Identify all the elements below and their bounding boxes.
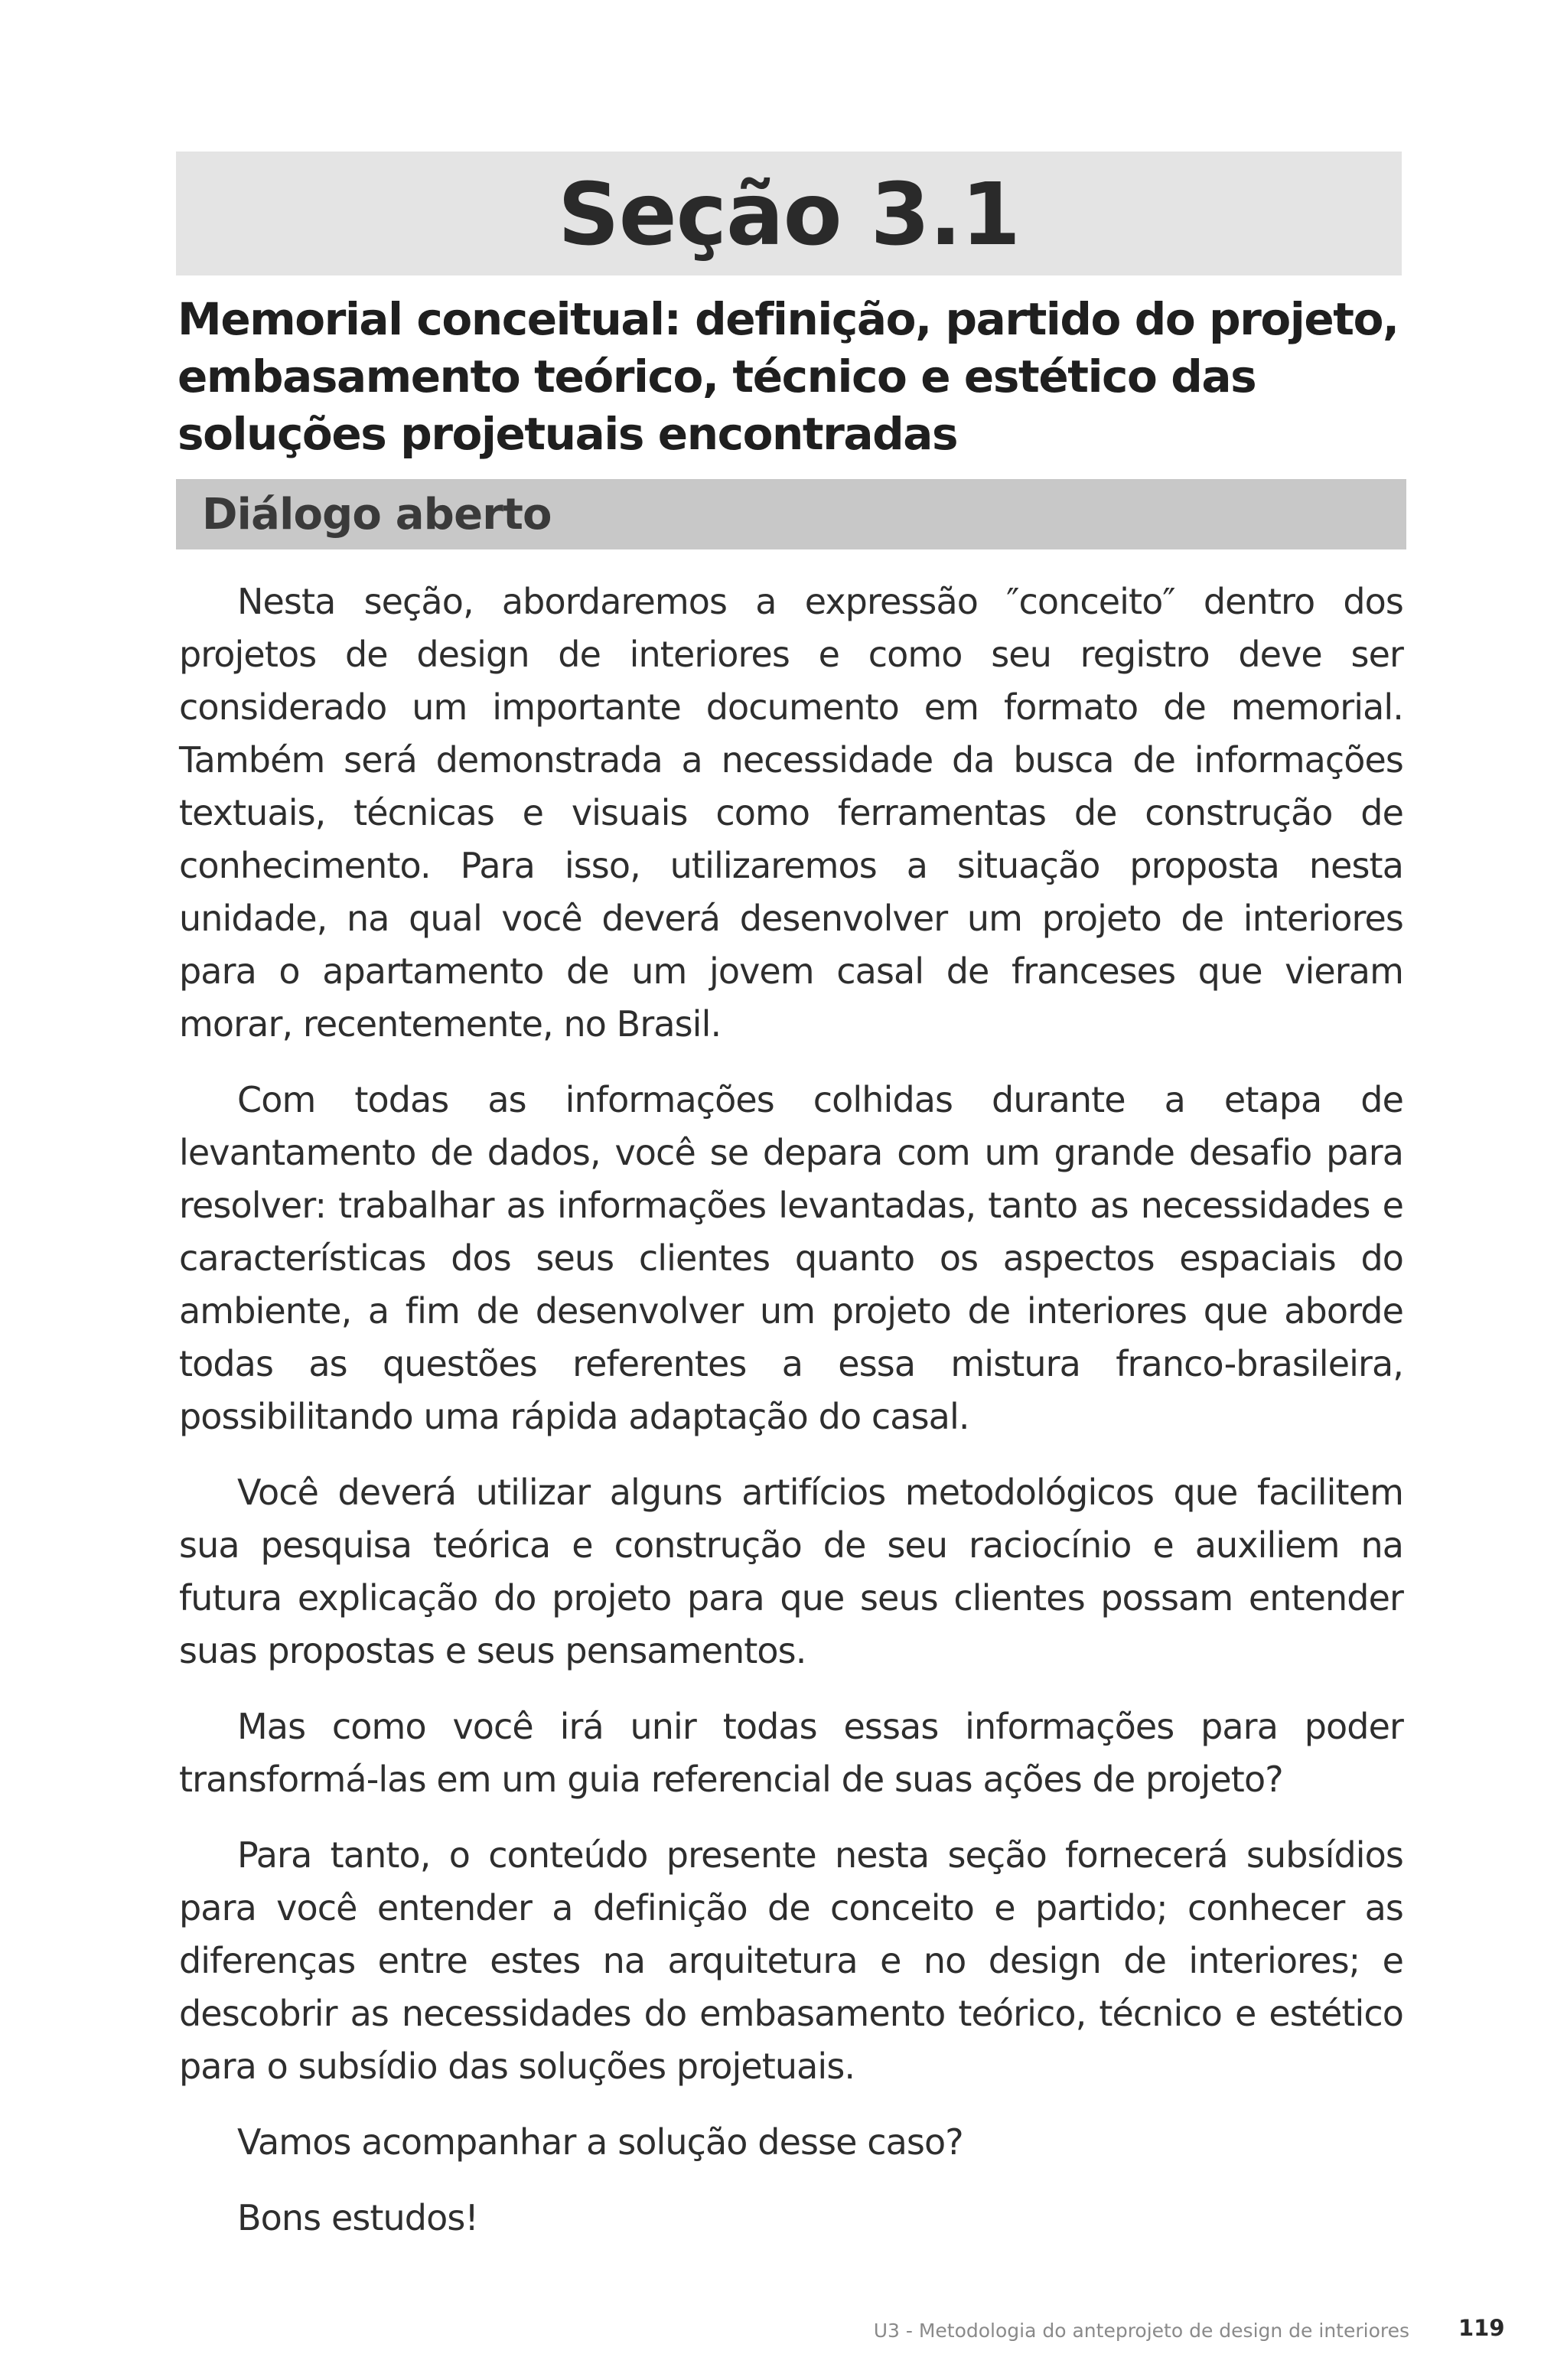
paragraph-methods: Você deverá utilizar alguns artifícios metodológicos que facilitem sua pesquisa teórica e construção de seu raciocínio e auxiliem na futura explicação do projeto para que seus clientes possam entender suas propostas e seus pensamentos. (179, 1472, 1403, 1671)
paragraph-good-studies: Bons estudos! (237, 2197, 478, 2238)
paragraph-question: Mas como você irá unir todas essas informações para poder transformá-las em um guia referencial de suas ações de projeto? (179, 1706, 1403, 1800)
section-title: Seção 3.1 (558, 165, 1020, 265)
section-subtitle: Memorial conceitual: definição, partido do projeto, embasamento teórico, técnico e estético das soluções projetuais encontradas (178, 293, 1399, 460)
paragraph-follow-case: Vamos acompanhar a solução desse caso? (237, 2121, 963, 2163)
paragraph-challenge: Com todas as informações colhidas durante a etapa de levantamento de dados, você se depara com um grande desafio para resolver: trabalhar as informações levantadas, tanto as necessidades e características dos seus clientes quanto os aspectos espaciais do ambiente, a fim de desenvolver um projeto de interiores que aborde todas as questões referentes a essa mistura franco-brasileira, possibilitando uma rápida adaptação do casal. (179, 1079, 1403, 1437)
dialog-title: Diálogo aberto (202, 489, 552, 540)
dialog-header-band (176, 479, 1406, 549)
section-header-band (176, 152, 1402, 275)
paragraph-intro: Nesta seção, abordaremos a expressão ″conceito″ dentro dos projetos de design de interiores e como seu registro deve ser considerado um importante documento em formato de memorial. Também será demonstrada a necessidade da busca de informações textuais, técnicas e visuais como ferramentas de construção de conhecimento. Para isso, utilizaremos a situação proposta nesta unidade, na qual você deverá desenvolver um projeto de interiores para o apartamento de um jovem casal de franceses que vieram morar, recentemente, no Brasil. (179, 581, 1403, 1045)
running-footer-title: U3 - Metodologia do anteprojeto de design de interiores (873, 2320, 1409, 2342)
body-text (179, 575, 1403, 2268)
paragraph-content: Para tanto, o conteúdo presente nesta seção fornecerá subsídios para você entender a definição de conceito e partido; conhecer as diferenças entre estes na arquitetura e no design de interiores; e descobrir as necessidades do embasamento teórico, técnico e estético para o subsídio das soluções projetuais. (179, 1834, 1403, 2087)
page-number: 119 (1458, 2315, 1505, 2341)
